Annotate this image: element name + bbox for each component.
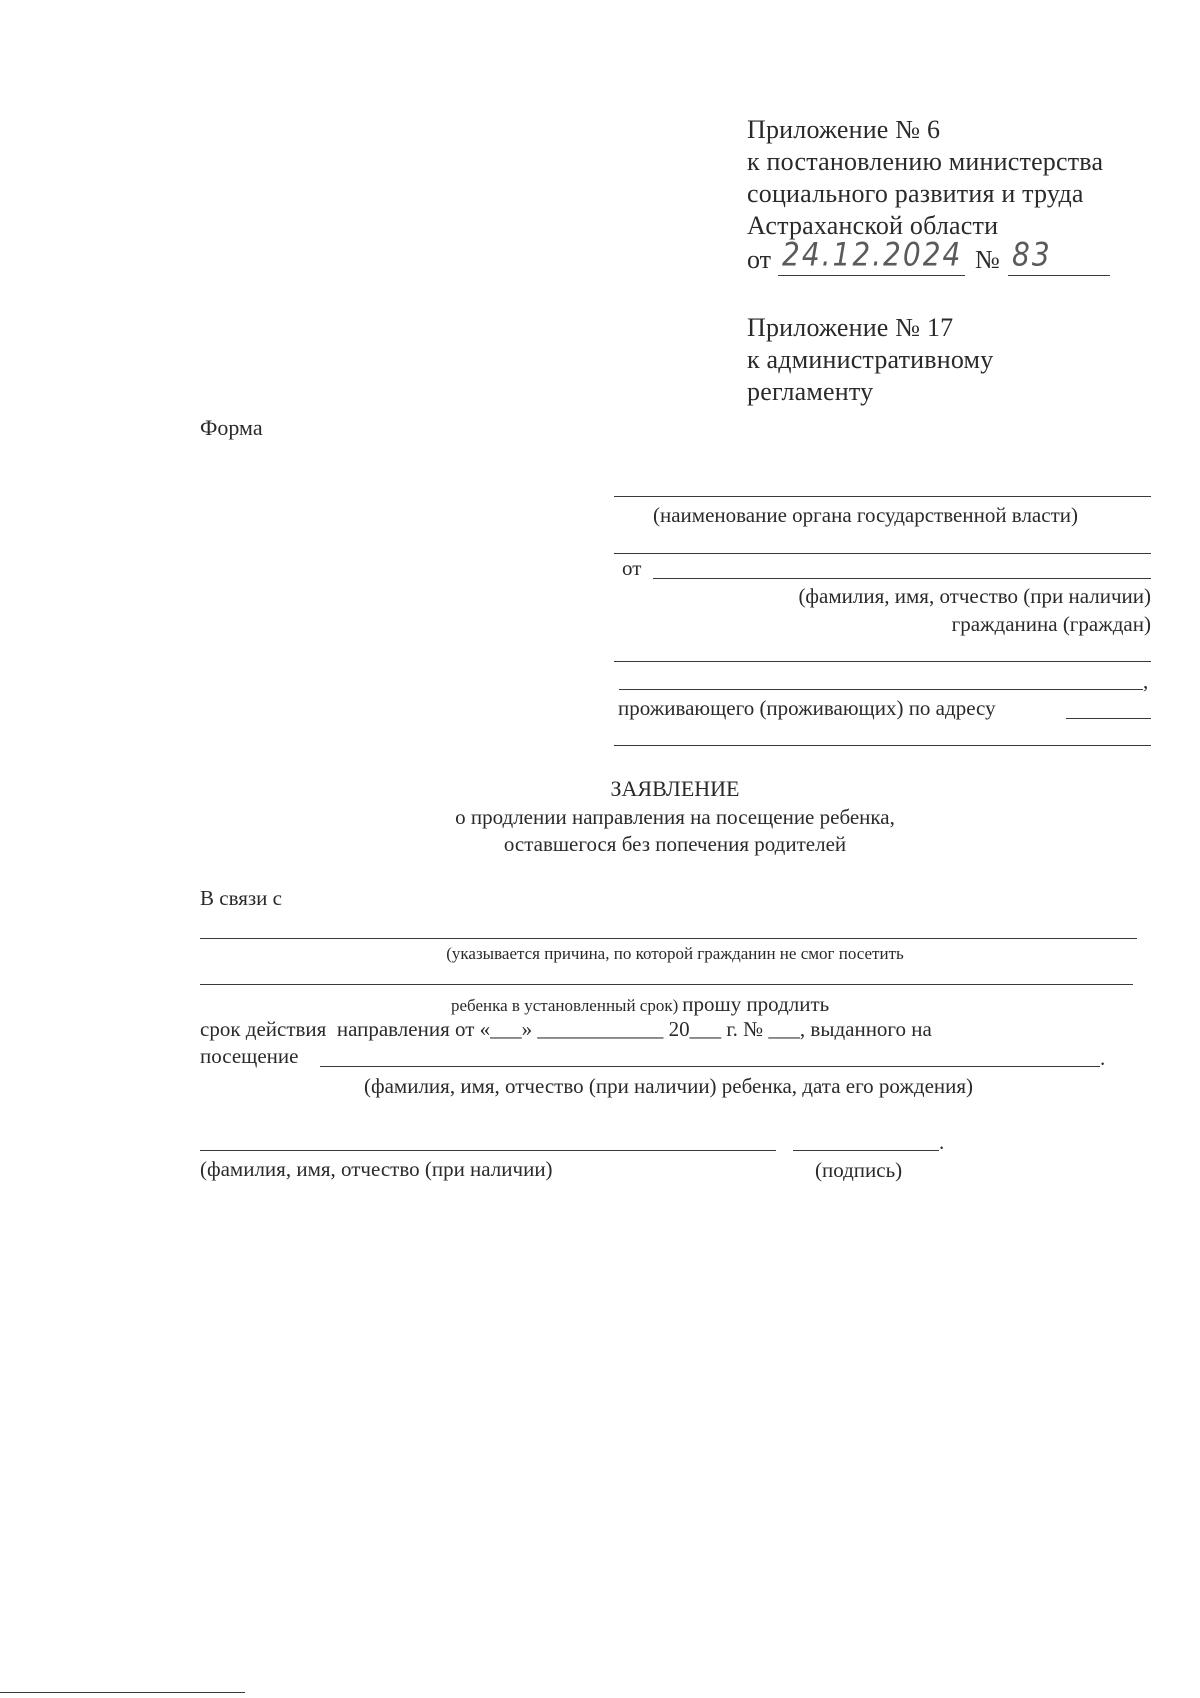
authority-caption: (наименование органа государственной власти) — [653, 503, 1078, 527]
applicant-line-3 — [619, 689, 1143, 690]
visit-end: . — [1100, 1046, 1106, 1070]
address-label: проживающего (проживающих) по адресу — [618, 696, 996, 720]
number-underline — [1008, 275, 1110, 276]
in-connection-text: В связи с — [200, 886, 282, 910]
signature-name-caption: (фамилия, имя, отчество (при наличии) — [200, 1157, 553, 1181]
resolution-line-3: Астраханской области — [747, 211, 999, 240]
authority-line — [614, 496, 1151, 497]
document-subtitle-1: о продлении направления на посещение ребенка, — [455, 805, 895, 829]
from-prefix: от — [622, 556, 642, 580]
address-line-inline — [1066, 718, 1151, 719]
applicant-caption-1: (фамилия, имя, отчество (при наличии) — [798, 584, 1151, 608]
signature-end: . — [939, 1130, 945, 1154]
validity-text: срок действия направления от «___» ____________ 20___ г. № ___, выданного на — [200, 1017, 932, 1041]
applicant-comma: , — [1143, 669, 1149, 693]
document-title: ЗАЯВЛЕНИЕ — [610, 776, 740, 801]
reason-caption: (указывается причина, по которой гражданин не смог посетить — [446, 944, 904, 963]
signature-name-line — [200, 1150, 776, 1151]
appendix-6-title: Приложение № 6 — [747, 115, 941, 144]
date-underline — [778, 275, 965, 276]
document-subtitle-2: оставшегося без попечения родителей — [503, 832, 847, 856]
appendix-header — [747, 114, 1103, 242]
date-prefix: от — [747, 245, 772, 274]
authority-line-2 — [614, 553, 1151, 554]
visit-line — [320, 1066, 1100, 1067]
reason-line — [200, 938, 1137, 939]
visit-label: посещение — [200, 1044, 299, 1068]
resolution-line-1: к постановлению министерства — [747, 147, 1104, 176]
child-caption: (фамилия, имя, отчество (при наличии) ребенка, дата его рождения) — [364, 1074, 974, 1098]
handwritten-date: 24.12.2024 — [782, 235, 963, 274]
form-label: Форма — [200, 415, 263, 440]
address-line — [614, 745, 1151, 746]
footnote-rule — [0, 1692, 245, 1693]
handwritten-number: 83 — [1012, 235, 1052, 274]
applicant-line — [653, 578, 1151, 579]
signature-caption: (подпись) — [815, 1158, 903, 1182]
reason-line-2 — [200, 984, 1133, 985]
applicant-line-2 — [614, 661, 1151, 662]
reason-caption-row — [451, 992, 829, 1017]
request-text: прошу продлить — [682, 992, 830, 1016]
signature-line — [793, 1150, 939, 1151]
appendix-17-block — [747, 312, 993, 408]
appendix-17-title: Приложение № 17 — [747, 313, 954, 342]
regulation-line-1: к административному — [747, 345, 994, 374]
regulation-line-2: регламенту — [747, 377, 874, 406]
applicant-caption-2: гражданина (граждан) — [951, 612, 1151, 636]
number-prefix: № — [975, 245, 1000, 274]
reason-caption-2: ребенка в установленный срок) — [451, 996, 679, 1015]
resolution-line-2: социального развития и труда — [747, 179, 1084, 208]
